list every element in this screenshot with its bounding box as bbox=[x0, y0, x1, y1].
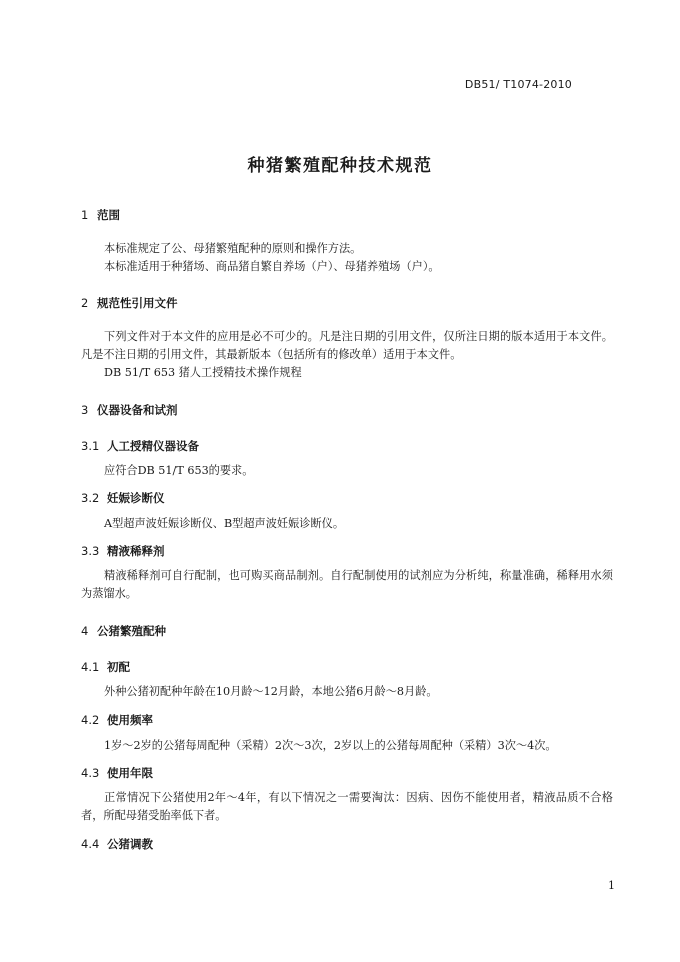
paragraph: 下列文件对于本文件的应用是必不可少的。凡是注日期的引用文件，仅所注日期的版本适用于本文件。凡是不注日期的引用文件，其最新版本（包括所有的修改单）适用于本文件。 bbox=[81, 330, 613, 361]
section-3-heading bbox=[81, 402, 178, 418]
section-number: 4.3 bbox=[81, 766, 100, 780]
paragraph: 外种公猪初配种年龄在10月龄～12月龄，本地公猪6月龄～8月龄。 bbox=[104, 685, 438, 698]
paragraph: 本标准适用于种猪场、商品猪自繁自养场（户）、母猪养殖场（户）。 bbox=[104, 260, 440, 273]
section-title: 妊娠诊断仪 bbox=[107, 491, 165, 505]
paragraph: 应符合DB 51/T 653的要求。 bbox=[104, 464, 254, 477]
section-number: 3.2 bbox=[81, 491, 100, 505]
section-title: 规范性引用文件 bbox=[97, 296, 178, 310]
section-4-3-heading bbox=[81, 765, 153, 781]
section-4-2-heading bbox=[81, 712, 153, 728]
document-title: 种猪繁殖配种技术规范 bbox=[247, 156, 433, 176]
section-title: 人工授精仪器设备 bbox=[107, 439, 199, 453]
paragraph: 正常情况下公猪使用2年～4年，有以下情况之一需要淘汰：因病、因伤不能使用者，精液品质不合格者，所配母猪受胎率低下者。 bbox=[81, 791, 613, 822]
section-2-heading bbox=[81, 295, 178, 311]
section-number: 3 bbox=[81, 403, 89, 417]
section-number: 2 bbox=[81, 296, 89, 310]
section-number: 3.1 bbox=[81, 439, 100, 453]
paragraph: 本标准规定了公、母猪繁殖配种的原则和操作方法。 bbox=[104, 242, 362, 255]
section-4-4-heading bbox=[81, 836, 153, 852]
paragraph: 1岁～2岁的公猪每周配种（采精）2次～3次，2岁以上的公猪每周配种（采精）3次～4次。 bbox=[104, 739, 557, 752]
section-4-1-heading bbox=[81, 659, 130, 675]
section-title: 使用频率 bbox=[107, 713, 153, 727]
section-number: 1 bbox=[81, 208, 89, 222]
paragraph: A型超声波妊娠诊断仪、B型超声波妊娠诊断仪。 bbox=[104, 517, 345, 530]
section-title: 公猪调教 bbox=[107, 837, 153, 851]
section-4-heading bbox=[81, 623, 166, 639]
section-number: 3.3 bbox=[81, 544, 100, 558]
section-number: 4 bbox=[81, 624, 89, 638]
section-title: 范围 bbox=[97, 208, 120, 222]
section-number: 4.4 bbox=[81, 837, 100, 851]
page-number: 1 bbox=[608, 879, 615, 892]
section-number: 4.1 bbox=[81, 660, 100, 674]
section-3-1-heading bbox=[81, 438, 199, 454]
section-1-heading bbox=[81, 207, 120, 223]
standard-number: DB51/ T1074-2010 bbox=[464, 78, 572, 91]
section-title: 初配 bbox=[107, 660, 130, 674]
section-title: 精液稀释剂 bbox=[107, 544, 165, 558]
section-title: 仪器设备和试剂 bbox=[97, 403, 178, 417]
section-3-2-heading bbox=[81, 490, 165, 506]
reference-item: DB 51/T 653 猪人工授精技术操作规程 bbox=[104, 366, 302, 379]
paragraph: 精液稀释剂可自行配制，也可购买商品制剂。自行配制使用的试剂应为分析纯，称量准确，稀释用水须为蒸馏水。 bbox=[81, 569, 613, 600]
section-3-3-heading bbox=[81, 543, 165, 559]
section-title: 使用年限 bbox=[107, 766, 153, 780]
section-number: 4.2 bbox=[81, 713, 100, 727]
section-title: 公猪繁殖配种 bbox=[97, 624, 166, 638]
